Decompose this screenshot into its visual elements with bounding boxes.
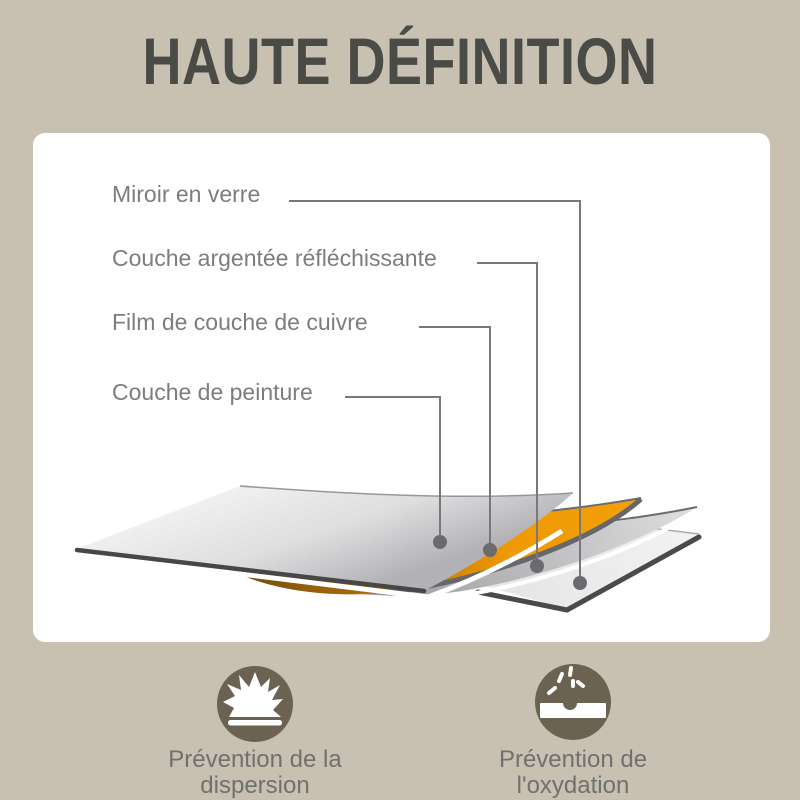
oxidation-surface-icon (533, 662, 613, 742)
layer-label-silver-layer: Couche argentée réfléchissante (112, 245, 437, 271)
feature-oxidation (533, 662, 613, 742)
caption-line: l'oxydation (516, 772, 630, 799)
explosion-burst-icon (215, 664, 295, 744)
main-title: HAUTE DÉFINITION (142, 25, 658, 99)
layer-label-paint-layer: Couche de peinture (112, 379, 313, 405)
dot-paint-layer (433, 535, 447, 549)
caption-line: Prévention de (498, 746, 648, 773)
dot-silver-layer (530, 559, 544, 573)
feature-dispersion (215, 664, 295, 744)
feature-caption-oxidation (443, 747, 703, 799)
feature-caption-dispersion (125, 747, 385, 799)
dot-copper-film (483, 543, 497, 557)
caption-line: dispersion (200, 772, 310, 799)
dot-glass-mirror (573, 576, 587, 590)
layer-label-copper-film: Film de couche de cuivre (112, 309, 368, 335)
layer-label-glass-mirror: Miroir en verre (112, 181, 261, 207)
caption-line: Prévention de la (168, 746, 342, 773)
